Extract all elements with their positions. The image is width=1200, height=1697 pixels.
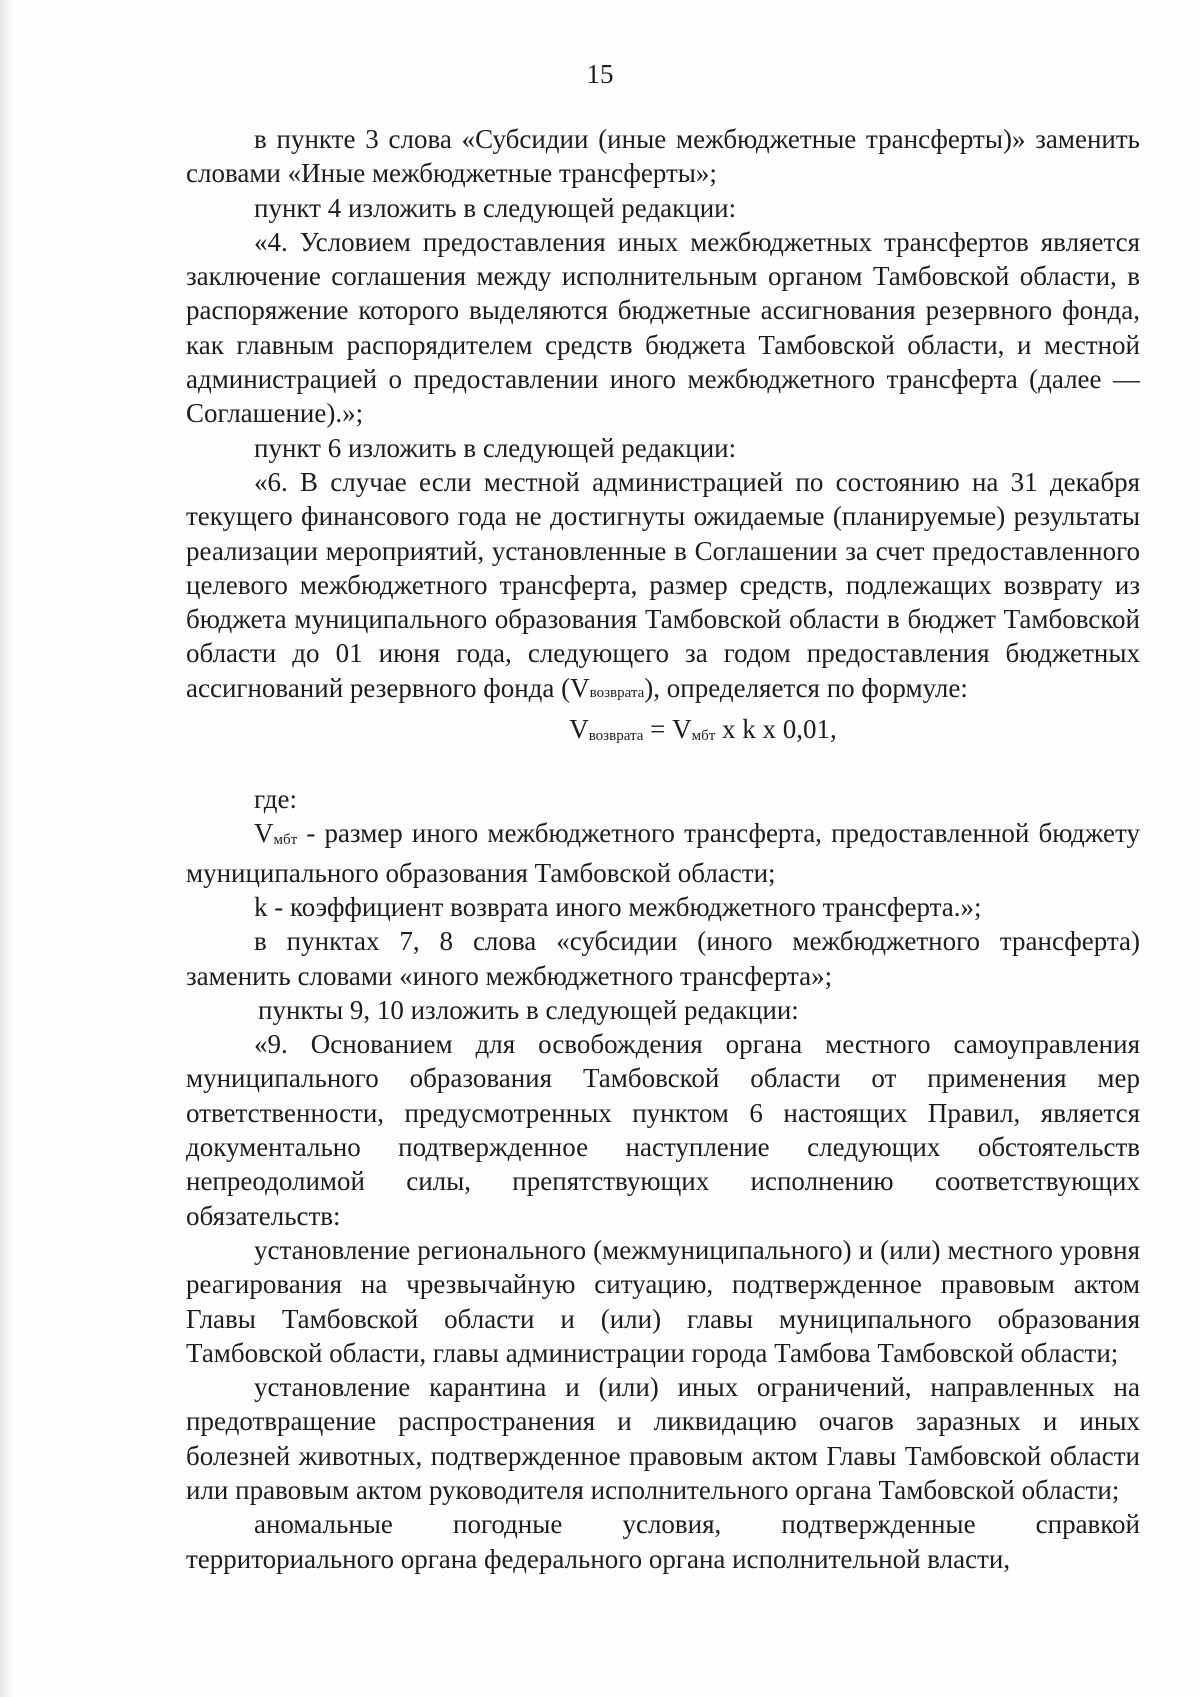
- paragraph-13: установление карантина и (или) иных ограничений, направленных на предотвращение распространения и ликвидацию очагов заразных и иных болезней животных, подтвержденное правовым актом Главы Тамбовской области или правовым актом руководителя исполнительного органа Тамбовской области;: [186, 1372, 1140, 1505]
- paragraph-14: аномальные погодные условия, подтвержденные справкой территориального органа федерального органа исполнительной власти,: [186, 1509, 1140, 1574]
- spacer: [186, 746, 1140, 782]
- document-body: [186, 122, 1140, 1576]
- paragraph-12: установление регионального (межмуниципального) и (или) местного уровня реагирования на чрезвычайную ситуацию, подтвержденное правовым актом Главы Тамбовской области и (или) главы муниципального образования Тамбовской области, главы администрации города Тамбова Тамбовской области;: [186, 1234, 1140, 1368]
- formula-eq: = V: [643, 714, 692, 745]
- formula-rhs-rest: x k x 0,01,: [715, 714, 837, 745]
- page-number: 15: [586, 59, 614, 89]
- formula: [186, 712, 1140, 746]
- paragraph-6: где:: [254, 784, 297, 815]
- formula-lhs-v: V: [569, 714, 589, 745]
- paragraph-5: [186, 465, 1140, 710]
- paragraph-5-main: «6. В случае если местной администрацией по состоянию на 31 декабря текущего финансового года не достигнуты ожидаемые (планируемые) результаты реализации мероприятий, установленные в Соглашении за счет предоставленного целевого межбюджетного трансферта, размер средств, подлежащих возврату из бюджета муниципального образования Тамбовской области в бюджет Тамбовской области до 01 июня года, следующего за годом предоставления бюджетных ассигнований резервного фонда (V: [186, 466, 1140, 703]
- paragraph-1: в пункте 3 слова «Субсидии (иные межбюджетные трансферты)» заменить словами «Иные межбюджетные трансферты»;: [186, 124, 1140, 189]
- paragraph-5-subscript: возврата: [589, 684, 645, 701]
- formula-rhs-subscript: мбт: [691, 728, 716, 745]
- paragraph-9: в пунктах 7, 8 слова «субсидии (иного межбюджетного трансферта) заменить словами «иного межбюджетного трансферта»;: [186, 926, 1140, 991]
- paragraph-3: «4. Условием предоставления иных межбюджетных трансфертов является заключение соглашения между исполнительным органом Тамбовской области, в распоряжение которого выделяются бюджетные ассигнования резервного фонда, как главным распорядителем средств бюджета Тамбовской области, и местной администрацией о предоставлении иного межбюджетного трансферта (далее — Соглашение).»;: [186, 226, 1140, 429]
- paragraph-10: пункты 9, 10 изложить в следующей редакции:: [258, 994, 799, 1025]
- paragraph-2: пункт 4 изложить в следующей редакции:: [254, 192, 737, 223]
- paragraph-4: пункт 6 изложить в следующей редакции:: [254, 432, 737, 463]
- paragraph-7-rest: - размер иного межбюджетного трансферта, предоставленной бюджету муниципального образования Тамбовской области;: [186, 818, 1140, 888]
- paragraph-8: k - коэффициент возврата иного межбюджетного трансферта.»;: [254, 891, 982, 922]
- paragraph-7-v: V: [254, 818, 274, 849]
- paragraph-7-subscript: мбт: [273, 832, 298, 849]
- paragraph-7: [186, 816, 1140, 890]
- paragraph-11: «9. Основанием для освобождения органа местного самоуправления муниципального образования Тамбовской области от применения мер ответственности, предусмотренных пунктом 6 настоящих Правил, является документально подтвержденное наступление следующих обстоятельств непреодолимой силы, препятствующих исполнению соответствующих обязательств:: [186, 1029, 1140, 1231]
- scan-edge-shadow: [0, 0, 14, 1697]
- paragraph-5-end: ), определяется по формуле:: [644, 672, 968, 703]
- formula-lhs-subscript: возврата: [588, 728, 644, 745]
